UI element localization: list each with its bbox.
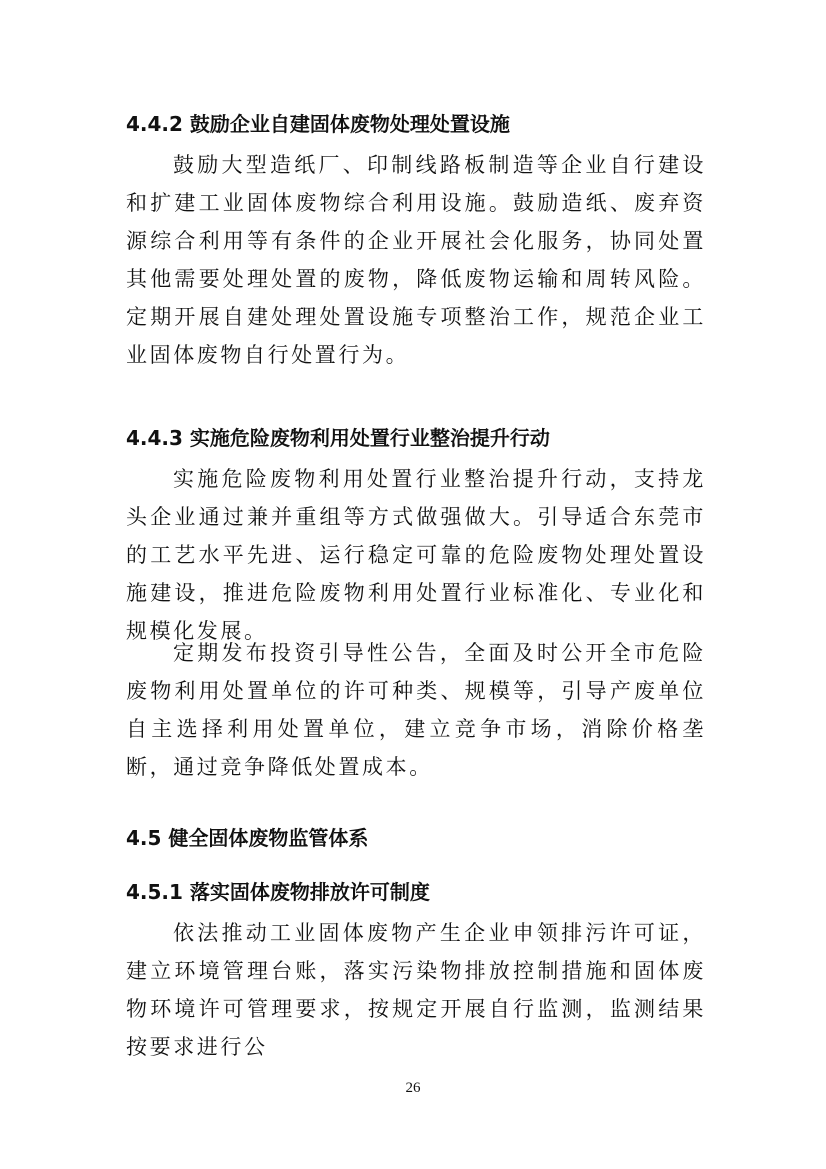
paragraph-4-4-2: 鼓励大型造纸厂、印制线路板制造等企业自行建设和扩建工业固体废物综合利用设施。鼓励造纸、废弃资源综合利用等有条件的企业开展社会化服务，协同处置其他需要处理处置的废物，降低废物运输和周转风险。定期开展自建处理处置设施专项整治工作，规范企业工业固体废物自行处置行为。: [126, 153, 706, 367]
paragraph-4-4-3-a: 实施危险废物利用处置行业整治提升行动，支持龙头企业通过兼并重组等方式做强做大。引导适合东莞市的工艺水平先进、运行稳定可靠的危险废物处理处置设施建设，推进危险废物利用处置行业标准化、专业化和规模化发展。: [126, 467, 706, 643]
page-number: 26: [405, 1080, 421, 1096]
section-heading-4-4-3: 4.4.3 实施危险废物利用处置行业整治提升行动: [126, 426, 550, 450]
paragraph-4-4-3-b: 定期发布投资引导性公告，全面及时公开全市危险废物利用处置单位的许可种类、规模等，引导产废单位自主选择利用处置单位，建立竞争市场，消除价格垄断，通过竞争降低处置成本。: [126, 641, 706, 779]
paragraph-4-5-1: 依法推动工业固体废物产生企业申领排污许可证，建立环境管理台账，落实污染物排放控制措施和固体废物环境许可管理要求，按规定开展自行监测，监测结果按要求进行公: [126, 921, 706, 1059]
section-heading-4-5: 4.5 健全固体废物监管体系: [126, 826, 369, 850]
section-heading-4-5-1: 4.5.1 落实固体废物排放许可制度: [126, 880, 430, 904]
section-heading-4-4-2: 4.4.2 鼓励企业自建固体废物处理处置设施: [126, 112, 510, 136]
